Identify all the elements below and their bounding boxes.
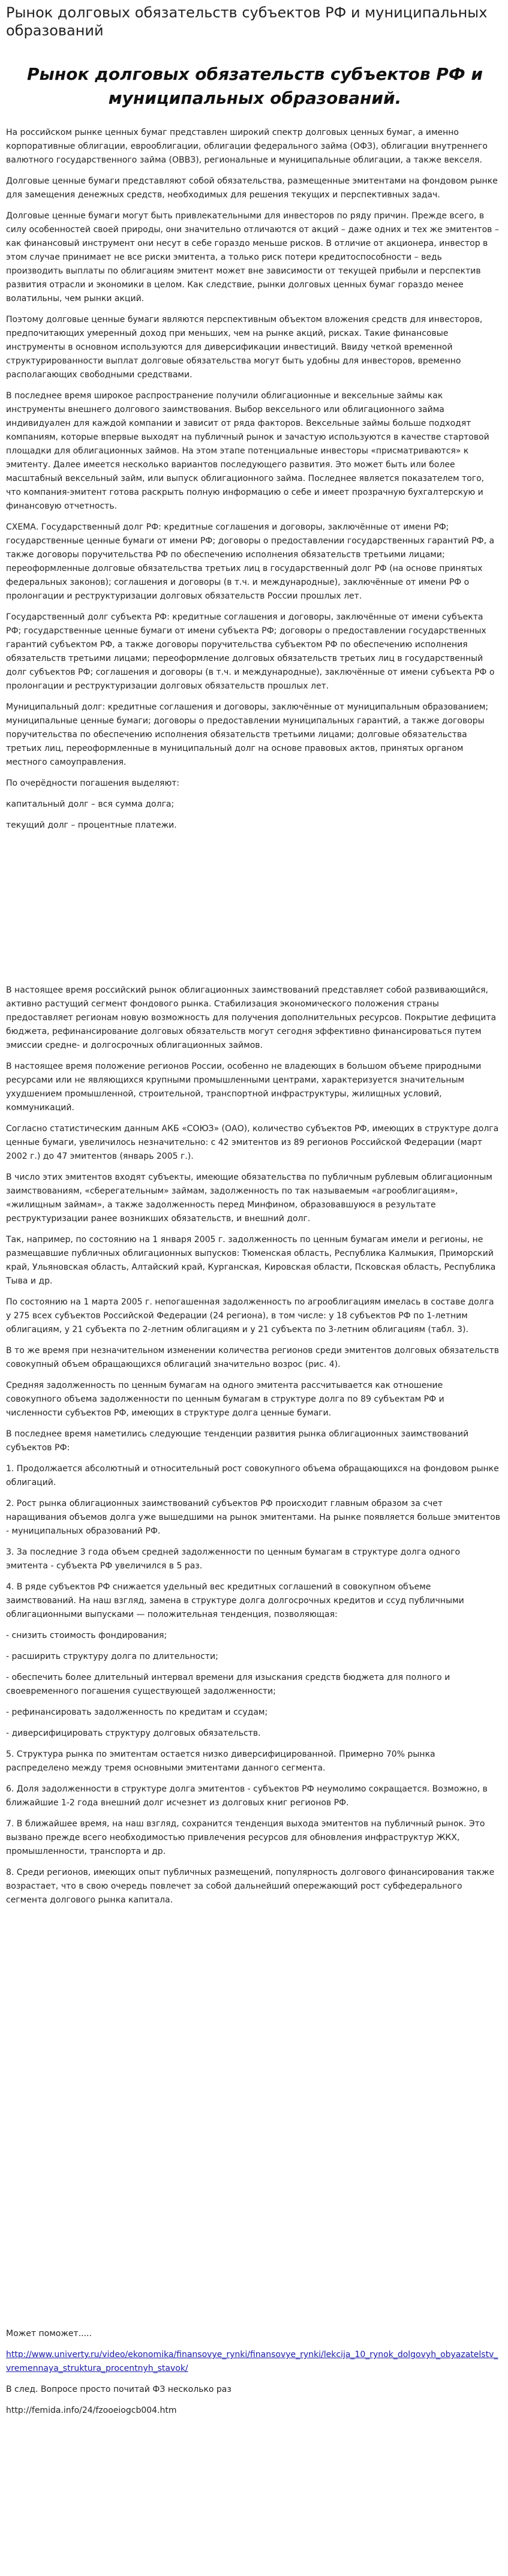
list-item: 5. Структура рынка по эмитентам остается низко диверсифицированной. Примерно 70% рынка распределено между тремя основными эмитентами данного сегмента. [6, 1750, 435, 1773]
footer [6, 2327, 501, 2425]
paragraph: По очерёдности погашения выделяют: [6, 778, 180, 788]
list-item: - обеспечить более длительный интервал времени для изыскания средств бюджета для полного и своевременного погашения существующей задолженности; [6, 1673, 450, 1696]
paragraph: На российском рынке ценных бумаг представлен широкий спектр долговых ценных бумаг, а именно корпоративные облигации, еврооблигации, облигации федерального займа (ОФЗ), облигации внутреннего валютного государственного займа (ОВВЗ), региональные и муниципальные облигации, а также векселя. [6, 128, 488, 165]
help-text: Может поможет..... [6, 2329, 92, 2338]
list-item: - расширить структуру долга по длительности; [6, 1652, 218, 1661]
paragraph: В то же время при незначительном изменении количества регионов среди эмитентов долговых обязательств совокупный объем обращающихся облигаций значительно возрос (рис. 4). [6, 1346, 499, 1369]
paragraph: По состоянию на 1 марта 2005 г. непогашенная задолженность по агрооблигациям имелась в составе долга у 275 всех субъектов Российской Федерации (24 региона), в том числе: у 18 субъектов РФ по 1-летним облигациям, у 21 субъекта по 2-летним облигациям и у 21 субъекта по 3-летним облигациям (табл. 3). [6, 1297, 494, 1334]
list-item: 3. За последние 3 года объем средней задолженности по ценным бумагам в структуре долга одного эмитента - субъекта РФ увеличился в 5 раз. [6, 1547, 461, 1571]
paragraph: Долговые ценные бумаги представляют собой обязательства, размещенные эмитентами на фондовом рынке для замещения денежных средств, необходимых для решения текущих и перспективных задач. [6, 176, 498, 200]
plain-link: http://femida.info/24/fzooeiogcb004.htm [6, 2406, 177, 2415]
article-body [6, 126, 501, 1914]
paragraph: В настоящее время положение регионов России, особенно не владеющих в большом объеме природными ресурсами или не являющихся крупными промышленными центрами, характеризуется значительным ухудшением промышленной, строительной, транспортной инфраструктуры, жилищных условий, коммуникаций. [6, 1062, 482, 1113]
list-item: - снизить стоимость фондирования; [6, 1631, 167, 1640]
list-item: 7. В ближайшее время, на наш взгляд, сохранится тенденция выхода эмитентов на публичный рынок. Это вызвано прежде всего необходимостью привлечения ресурсов для обновления инфраструктур ЖКХ, промышленности, транспорта и др. [6, 1819, 485, 1856]
list-item: - диверсифицировать структуру долговых обязательств. [6, 1729, 261, 1738]
source-link[interactable]: http://www.univerty.ru/video/ekonomika/finansovye_rynki/finansovye_rynki/lekcija_10_rynok_dolgovyh_obyazatelstv_vremennaya_struktura_procentnyh_stavok/ [6, 2350, 498, 2373]
paragraph: Поэтому долговые ценные бумаги являются перспективным объектом вложения средств для инвесторов, предпочитающих умеренный доход при меньших, чем на рынке акций, рисках. Такие финансовые инструменты в основном используются для диверсификации инвестиций. Ввиду четкой временной структурированности выплат долговые обязательства могут быть удобны для инвесторов, временно располагающих свободными средствами. [6, 315, 483, 380]
paragraph: текущий долг – процентные платежи. [6, 820, 177, 830]
paragraph: Так, например, по состоянию на 1 января 2005 г. задолженность по ценным бумагам имели и регионы, не размещавшие публичных облигационных выпусков: Тюменская область, Республика Калмыкия, Приморский край, Ульяновская область, Алтайский край, Курганская, Кировская области, Псковская область, Республика Тыва и др. [6, 1235, 496, 1286]
paragraph: В число этих эмитентов входят субъекты, имеющие обязательства по публичным рублевым облигационным заимствованиям, «сберегательным» займам, задолженность по так называемым «агрооблигациям», «жилищным займам», а также задолженность перед Минфином, образовавшуюся в результате реструктуризации ранее возникших обязательств, и внешний долг. [6, 1173, 492, 1224]
paragraph: Муниципальный долг: кредитные соглашения и договоры, заключённые от муниципальным образованием; муниципальные ценные бумаги; договоры о предоставлении муниципальных гарантий, а также договоры поручительства по обеспечению исполнения обязательств третьими лицами; долговые обязательства третьих лиц, переоформленные в муниципальный долг на основе правовых актов, принятых органом местного самоуправления. [6, 702, 489, 767]
paragraph: капитальный долг – вся сумма долга; [6, 799, 175, 809]
blank-space [6, 840, 501, 984]
list-item: 1. Продолжается абсолютный и относительный рост совокупного объема обращающихся на фондовом рынке облигаций. [6, 1464, 499, 1487]
paragraph: СХЕМА. Государственный долг РФ: кредитные соглашения и договоры, заключённые от имени РФ; государственные ценные бумаги от имени РФ; договоры о предоставлении государственных гарантий РФ, а также договоры поручительства РФ по обеспечению исполнения обязательств третьими лицами; переоформленные долговые обязательства третьих лиц в государственный долг РФ (на основе принятых федеральных законов); соглашения и договоры (в т.ч. и международные), заключённые от имени РФ о пролонгации и реструктуризации долговых обязательств России прошлых лет. [6, 522, 495, 601]
list-item: 4. В ряде субъектов РФ снижается удельный вес кредитных соглашений в совокупном объеме заимствований. На наш взгляд, замена в структуре долга долгосрочных кредитов и ссуд публичными облигационными выпусками — положительная тенденция, позволяющая: [6, 1582, 464, 1619]
paragraph: Согласно статистическим данным АКБ «СОЮЗ» (ОАО), количество субъектов РФ, имеющих в структуре долга ценные бумаги, увеличилось незначительно: с 42 эмитентов из 89 регионов Российской Федерации (март 2002 г.) до 47 эмитентов (январь 2005 г.). [6, 1124, 499, 1161]
paragraph: Средняя задолженность по ценным бумагам на одного эмитента рассчитывается как отношение совокупного объема задолженности по ценным бумагам в структуре долга по 89 субъектам РФ и численности субъектов РФ, имеющих в структуре долга ценные бумаги. [6, 1381, 444, 1418]
list-item: - рефинансировать задолженность по кредитам и ссудам; [6, 1708, 268, 1717]
list-item: 8. Среди регионов, имеющих опыт публичных размещений, популярность долгового финансирования также возрастает, что в свою очередь повлечет за собой дальнейший опережающий рост субфедерального сегмента долгового рынка капитала. [6, 1868, 495, 1905]
article-subtitle: Рынок долговых обязательств субъектов РФ и муниципальных образований. [27, 64, 483, 108]
paragraph: В последнее время широкое распространение получили облигационные и вексельные займы как инструменты внешнего долгового заимствования. Выбор вексельного или облигационного займа индивидуален для каждой компании и зависит от ряда факторов. Вексельные займы больше подходят компаниям, которые впервые выходят на публичный рынок и зачастую используются в качестве стартовой площадки для облигационных займов. На этом этапе потенциальные инвесторы «присматриваются» к эмитенту. Далее имеется несколько вариантов последующего развития. Это может быть или более масштабный вексельный займ, или выпуск облигационного займа. Последнее является показателем того, что компания-эмитент готова раскрыть полную информацию о себе и имеет прозрачную бухгалтерскую и финансовую отчетность. [6, 391, 489, 511]
list-item: 6. Доля задолженности в структуре долга эмитентов - субъектов РФ неумолимо сокращается. Возможно, в ближайшие 1-2 года внешний долг исчезнет из долговых книг регионов РФ. [6, 1784, 488, 1808]
page-title: Рынок долговых обязательств субъектов РФ и муниципальных образований [6, 4, 488, 39]
note-text: В след. Вопросе просто почитай ФЗ несколько раз [6, 2385, 232, 2394]
paragraph: В последнее время наметились следующие тенденции развития рынка облигационных заимствований субъектов РФ: [6, 1429, 469, 1453]
list-item: 2. Рост рынка облигационных заимствований субъектов РФ происходит главным образом за счет наращивания объемов долга уже вышедшими на рынок эмитентами. На рынке появляется больше эмитентов - муниципальных образований РФ. [6, 1499, 501, 1536]
paragraph: Государственный долг субъекта РФ: кредитные соглашения и договоры, заключённые от имени субъекта РФ; государственные ценные бумаги от имени субъекта РФ; договоры о предоставлении государственных гарантий субъектом РФ, а также договоры поручительства субъектом РФ по обеспечению исполнения обязательств третьими лицами; переоформление долговых обязательств третьих лиц в государственный долг субъектов РФ; соглашения и договоры (в т.ч. и международные), заключённые от имени субъекта РФ о пролонгации и реструктуризации долговых обязательств прошлых лет. [6, 612, 495, 691]
paragraph: Долговые ценные бумаги могут быть привлекательными для инвесторов по ряду причин. Прежде всего, в силу особенностей своей природы, они значительно отличаются от акций – даже одних и тех же эмитентов – как финансовый инструмент они несут в себе гораздо меньше рисков. В отличие от акционера, инвестор в этом случае принимает не все риски эмитента, а только риск потери кредитоспособности – ведь производить выплаты по облигациям эмитент может вне зависимости от текущей прибыли и перспектив развития отрасли и экономики в целом. Как следствие, рынки долговых ценных бумаг гораздо менее волатильны, чем рынки акций. [6, 211, 499, 303]
paragraph: В настоящее время российский рынок облигационных заимствований представляет собой развивающийся, активно растущий сегмент фондового рынка. Стабилизация экономического положения страны предоставляет регионам новую возможность для получения дополнительных ресурсов. Покрытие дефицита бюджета, рефинансирование долговых обязательств могут сегодня эффективно финансироваться путем эмиссии средне- и долгосрочных облигационных займов. [6, 985, 497, 1050]
